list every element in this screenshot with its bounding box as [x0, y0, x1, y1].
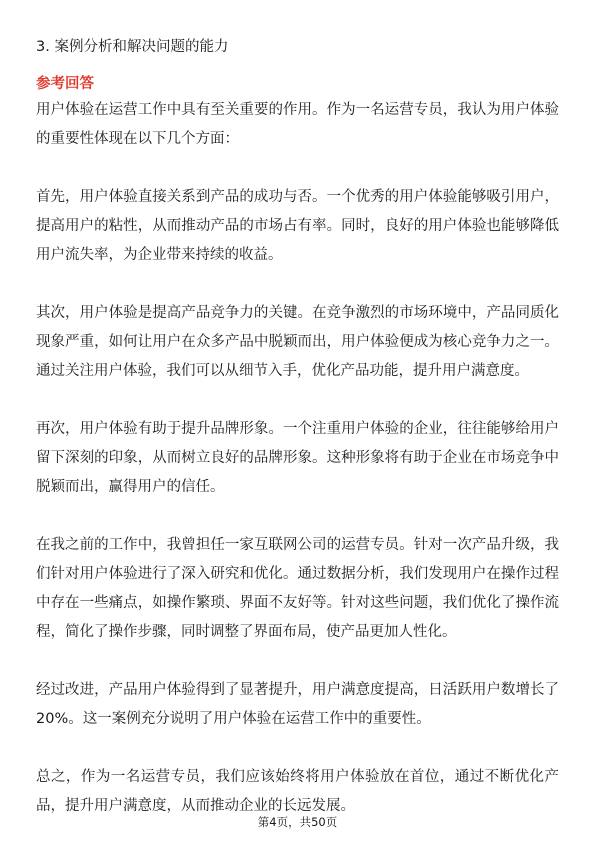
answer-body [36, 96, 559, 821]
paragraph-case: 在我之前的工作中，我曾担任一家互联网公司的运营专员。针对一次产品升级，我们针对用户体验进行了深入研究和优化。通过数据分析，我们发现用户在操作过程中存在一些痛点，如操作繁琐、界面不友好等。针对这些问题，我们优化了操作流程，简化了操作步骤，同时调整了界面布局，使产品更加人性化。 [36, 537, 559, 640]
paragraph-result: 经过改进，产品用户体验得到了显著提升，用户满意度提高，日活跃用户数增长了20%。这一案例充分说明了用户体验在运营工作中的重要性。 [36, 682, 559, 727]
paragraph-third: 再次，用户体验有助于提升品牌形象。一个注重用户体验的企业，往往能够给用户留下深刻的印象，从而树立良好的品牌形象。这种形象将有助于企业在市场竞争中脱颖而出，赢得用户的信任。 [36, 421, 559, 495]
paragraph-first: 首先，用户体验直接关系到产品的成功与否。一个优秀的用户体验能够吸引用户，提高用户的粘性，从而推动产品的市场占有率。同时，良好的用户体验也能够降低用户流失率，为企业带来持续的收益。 [36, 189, 559, 263]
paragraph-intro: 用户体验在运营工作中具有至关重要的作用。作为一名运营专员，我认为用户体验的重要性体现在以下几个方面： [36, 102, 559, 147]
section-title: 3. 案例分析和解决问题的能力 [36, 39, 229, 55]
answer-label: 参考回答 [36, 76, 94, 92]
page-number-footer: 第4页，共50页 [257, 815, 338, 829]
paragraph-conclusion: 总之，作为一名运营专员，我们应该始终将用户体验放在首位，通过不断优化产品，提升用户满意度，从而推动企业的长远发展。 [36, 769, 559, 814]
paragraph-second: 其次，用户体验是提高产品竞争力的关键。在竞争激烈的市场环境中，产品同质化现象严重，如何让用户在众多产品中脱颖而出，用户体验便成为核心竞争力之一。通过关注用户体验，我们可以从细节入手，优化产品功能，提升用户满意度。 [36, 305, 559, 379]
